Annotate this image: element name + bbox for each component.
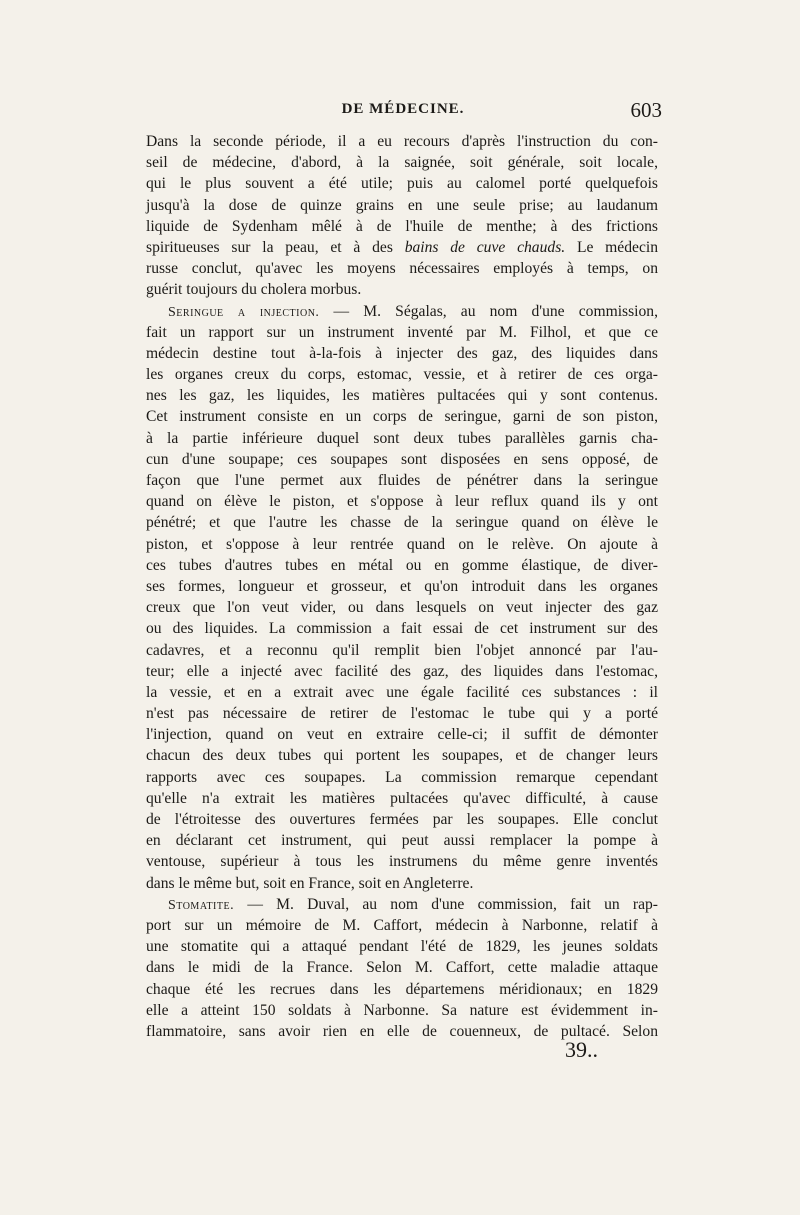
text-segment: — M. Duval, au nom d'une commission, fait un rap- bbox=[234, 895, 658, 913]
text-line: en déclarant cet instrument, qui peut aussi remplacer la pompe à bbox=[146, 832, 658, 850]
text-line: rapports avec ces soupapes. La commission remarque cependant bbox=[146, 768, 658, 786]
text-line: façon que l'une permet aux fluides de pénétrer dans la seringue bbox=[146, 472, 658, 489]
text-line: teur; elle a injecté avec facilité des gaz, des liquides dans l'estomac, bbox=[146, 662, 658, 680]
paragraph-cholera bbox=[146, 131, 658, 301]
text-line: cun d'une soupape; ces soupapes sont disposées en sens opposé, de bbox=[146, 450, 658, 468]
text-line bbox=[146, 894, 658, 915]
text-line: de l'étroitesse des ouvertures fermées par les soupapes. Elle conclut bbox=[146, 811, 658, 828]
text-segment: Le médecin bbox=[565, 238, 658, 256]
body-text bbox=[146, 131, 658, 1042]
text-segment: — M. Ségalas, au nom d'une commission, bbox=[319, 302, 658, 320]
text-line bbox=[146, 301, 658, 322]
text-line: ventouse, supérieur à tous les instrumens du même genre inventés bbox=[146, 853, 658, 871]
text-line: dans le midi de la France. Selon M. Caffort, cette maladie attaque bbox=[146, 959, 658, 977]
text-line bbox=[146, 237, 658, 258]
text-line: creux que l'on veut vider, ou dans lesquels on veut injecter des gaz bbox=[146, 599, 658, 617]
text-line: piston, et s'oppose à leur rentrée quand on le relève. On ajoute à bbox=[146, 535, 658, 553]
text-line: guérit toujours du cholera morbus. bbox=[146, 281, 362, 299]
text-line: elle a atteint 150 soldats à Narbonne. Sa nature est évidemment in- bbox=[146, 1001, 658, 1019]
paragraph-stomatite bbox=[146, 894, 658, 1042]
text-line: jusqu'à la dose de quinze grains en une seule prise; au laudanum bbox=[146, 196, 658, 214]
section-heading: Seringue a injection. bbox=[168, 304, 320, 320]
text-line: la vessie, et en a extrait avec une égale facilité ces substances : il bbox=[146, 683, 658, 701]
text-line: dans le même but, soit en France, soit en Angleterre. bbox=[146, 874, 474, 892]
text-line: flammatoire, sans avoir rien en elle de couenneux, de pultacé. Selon bbox=[146, 1022, 658, 1040]
page-number: 603 bbox=[630, 98, 662, 122]
text-line: chaque été les recrues dans les départemens méridionaux; en 1829 bbox=[146, 980, 658, 998]
running-title: DE MÉDECINE. bbox=[341, 101, 465, 117]
text-line: Cet instrument consiste en un corps de seringue, garni de son piston, bbox=[146, 408, 658, 426]
text-line: ses formes, longueur et grosseur, et qu'on introduit dans les organes bbox=[146, 577, 658, 595]
text-line: médecin destine tout à-la-fois à injecter des gaz, des liquides dans bbox=[146, 344, 658, 362]
text-line: ou des liquides. La commission a fait essai de cet instrument sur des bbox=[146, 620, 658, 638]
text-line: liquide de Sydenham mêlé à de l'huile de menthe; à des frictions bbox=[146, 217, 658, 235]
text-line: pénétré; et que l'autre les chasse de la seringue quand on élève le bbox=[146, 514, 658, 532]
text-line: quand on élève le piston, et s'oppose à leur reflux quand ils y ont bbox=[146, 493, 658, 511]
text-line: qui le plus souvent a été utile; puis au calomel porté quelquefois bbox=[146, 175, 658, 193]
text-line: seil de médecine, d'abord, à la saignée, soit générale, soit locale, bbox=[146, 154, 658, 172]
text-line: Dans la seconde période, il a eu recours d'après l'instruction du con- bbox=[146, 133, 658, 150]
text-line: n'est pas nécessaire de retirer de l'estomac le tube qui y a porté bbox=[146, 705, 658, 723]
text-line: ces tubes d'autres tubes en métal ou en gomme élastique, de diver- bbox=[146, 556, 658, 574]
section-heading: Stomatite. bbox=[168, 897, 235, 913]
paragraph-seringue bbox=[146, 301, 658, 894]
text-line: cadavres, et a reconnu qu'il remplit bien l'objet annoncé par l'au- bbox=[146, 641, 658, 659]
text-line: les organes creux du corps, estomac, vessie, et à retirer de ces orga- bbox=[146, 366, 658, 384]
text-segment: spiritueuses sur la peau, et à des bbox=[146, 238, 405, 256]
text-line: fait un rapport sur un instrument inventé par M. Filhol, et que ce bbox=[146, 323, 658, 341]
text-line: russe conclut, qu'avec les moyens nécessaires employés à temps, on bbox=[146, 260, 658, 278]
text-line: port sur un mémoire de M. Caffort, médecin à Narbonne, relatif à bbox=[146, 916, 658, 934]
text-line: qu'elle n'a extrait les matières pultacées qu'avec difficulté, à cause bbox=[146, 789, 658, 807]
italic-phrase: bains de cuve chauds. bbox=[404, 238, 566, 256]
text-line: nes les gaz, les liquides, les matières pultacées qui y sont contenus. bbox=[146, 387, 658, 405]
text-line: chacun des deux tubes qui portent les soupapes, et de changer leurs bbox=[146, 747, 658, 765]
text-line: l'injection, quand on veut en extraire celle-ci; il suffit de démonter bbox=[146, 726, 658, 744]
signature-mark: 39.. bbox=[565, 1037, 598, 1062]
running-head bbox=[148, 98, 662, 127]
text-line: à la partie inférieure duquel sont deux tubes parallèles garnis cha- bbox=[146, 429, 658, 447]
text-line: une stomatite qui a attaqué pendant l'été de 1829, les jeunes soldats bbox=[146, 938, 658, 956]
